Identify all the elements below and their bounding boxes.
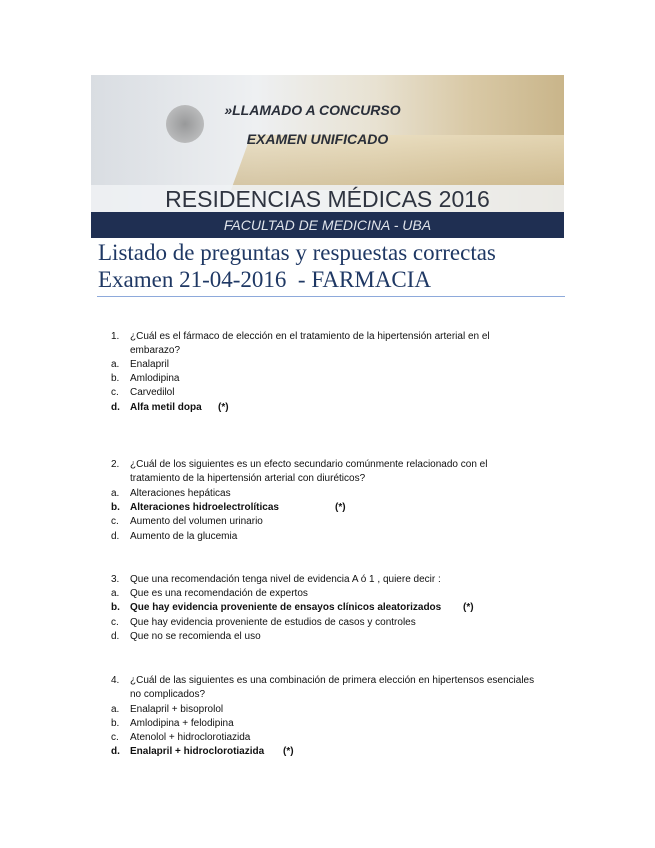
header-banner xyxy=(91,75,564,238)
correct-option: Que hay evidencia proveniente de ensayos clínicos aleatorizados xyxy=(130,602,442,613)
question-text: ¿Cuál de los siguientes es un efecto secundario comúnmente relacionado con el xyxy=(130,459,488,470)
correct-option: Alfa metil dopa xyxy=(130,402,202,413)
option-text: Enalapril xyxy=(130,359,169,370)
option-text: Carvedilol xyxy=(130,387,175,398)
option-letter: c. xyxy=(111,516,119,527)
question-text: embarazo? xyxy=(130,345,181,356)
option-text: Amlodipina + felodipina xyxy=(130,718,234,729)
question-number: 3. xyxy=(111,574,120,585)
banner-line2: EXAMEN UNIFICADO xyxy=(246,131,389,147)
option-letter: a. xyxy=(111,488,120,499)
question-text: ¿Cuál de las siguientes es una combinación de primera elección en hipertensos esenciales xyxy=(130,675,535,686)
option-text: Que no se recomienda el uso xyxy=(130,631,261,642)
option-letter: d. xyxy=(111,631,120,642)
question-number: 4. xyxy=(111,675,120,686)
option-text: Amlodipina xyxy=(130,373,180,384)
option-letter: c. xyxy=(111,387,119,398)
question-text: ¿Cuál es el fármaco de elección en el tratamiento de la hipertensión arterial en el xyxy=(130,331,490,342)
banner-line4: FACULTAD DE MEDICINA - UBA xyxy=(91,212,564,238)
option-text: Aumento del volumen urinario xyxy=(130,516,263,527)
option-letter: b. xyxy=(111,718,120,729)
title-divider xyxy=(97,296,565,297)
correct-option: Alteraciones hidroelectrolíticas xyxy=(130,502,279,513)
option-letter: a. xyxy=(111,359,120,370)
question-text: Que una recomendación tenga nivel de evidencia A ó 1 , quiere decir : xyxy=(130,574,441,585)
option-letter: d. xyxy=(111,402,120,413)
option-letter: a. xyxy=(111,704,120,715)
option-letter: b. xyxy=(111,602,120,613)
correct-answer-marker: (*) xyxy=(283,746,294,757)
title-line2: Examen 21-04-2016 - FARMACIA xyxy=(98,267,432,292)
title-line1: Listado de preguntas y respuestas correctas xyxy=(98,240,496,265)
question-number: 1. xyxy=(111,331,120,342)
option-letter: a. xyxy=(111,588,120,599)
question-text: tratamiento de la hipertensión arterial con diuréticos? xyxy=(130,473,366,484)
correct-option: Enalapril + hidroclorotiazida xyxy=(130,746,265,757)
banner-line3: RESIDENCIAS MÉDICAS 2016 xyxy=(165,186,490,212)
banner-line1: »LLAMADO A CONCURSO xyxy=(224,102,401,118)
option-letter: b. xyxy=(111,502,120,513)
option-text: Atenolol + hidroclorotiazida xyxy=(130,732,251,743)
option-letter: c. xyxy=(111,732,119,743)
option-text: Que es una recomendación de expertos xyxy=(130,588,308,599)
option-text: Alteraciones hepáticas xyxy=(130,488,231,499)
option-text: Enalapril + bisoprolol xyxy=(130,704,224,715)
option-letter: d. xyxy=(111,531,120,542)
correct-answer-marker: (*) xyxy=(463,602,474,613)
option-letter: d. xyxy=(111,746,120,757)
option-text: Que hay evidencia proveniente de estudios de casos y controles xyxy=(130,617,416,628)
correct-answer-marker: (*) xyxy=(218,402,229,413)
question-text: no complicados? xyxy=(130,689,206,700)
option-text: Aumento de la glucemia xyxy=(130,531,238,542)
correct-answer-marker: (*) xyxy=(335,502,346,513)
question-number: 2. xyxy=(111,459,120,470)
option-letter: b. xyxy=(111,373,120,384)
option-letter: c. xyxy=(111,617,119,628)
